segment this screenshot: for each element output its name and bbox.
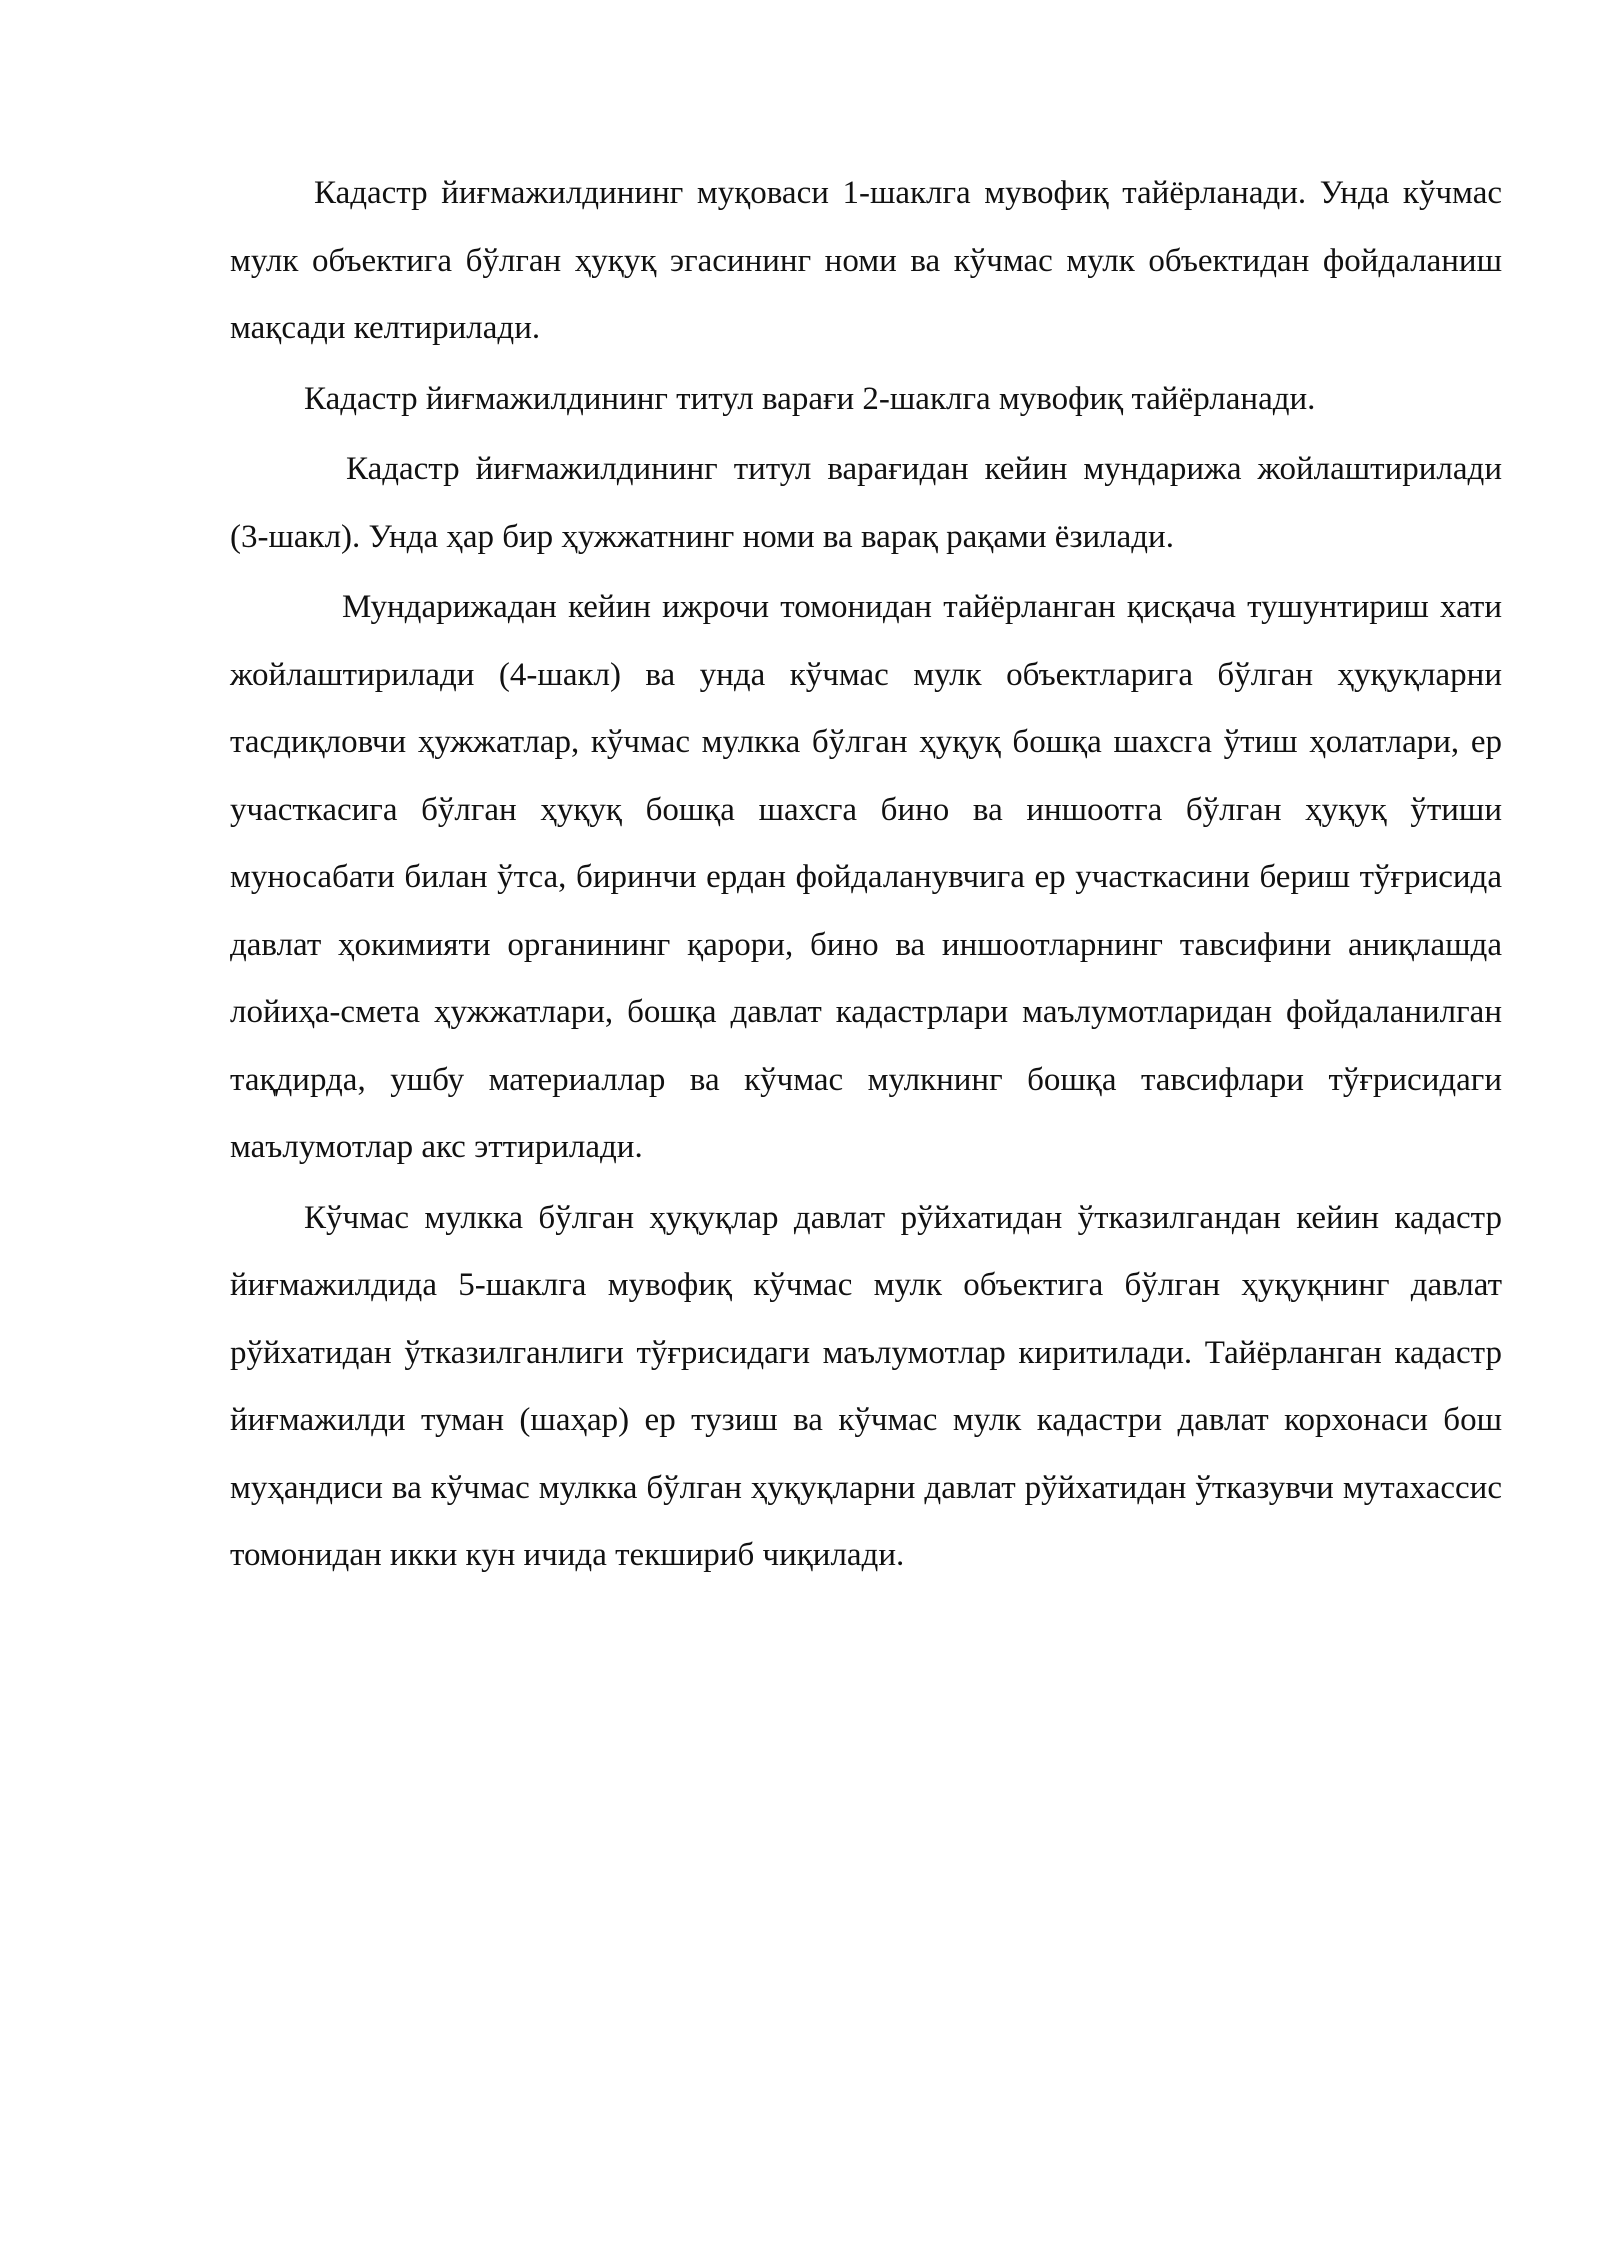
paragraph-registration: Кўчмас мулкка бўлган ҳуқуқлар давлат рўйхатидан ўтказилгандан кейин кадастр йиғмажилдида 5-шаклга мувофиқ кўчмас мулк объектига бўлган ҳуқуқнинг давлат рўйхатидан ўтказилганлиги тўғрисидаги маълумотлар киритилади. Тайёрланган кадастр йиғмажилди туман (шаҳар) ер тузиш ва кўчмас мулк кадастри давлат корхонаси бош муҳандиси ва кўчмас мулкка бўлган ҳуқуқларни давлат рўйхатидан ўтказувчи мутахассис томонидан икки кун ичида текшириб чиқилади. [230,1199,1502,1573]
document-body [230,160,1502,1590]
paragraph-title-sheet: Кадастр йиғмажилдининг титул варағи 2-шаклга мувофиқ тайёрланади. [304,380,1316,417]
paragraph-explanatory-note: Мундарижадан кейин ижрочи томонидан тайёрланган қисқача тушунтириш хати жойлаштирилади (4-шакл) ва унда кўчмас мулк объектларига бўлган ҳуқуқларни тасдиқловчи ҳужжатлар, кўчмас мулкка бўлган ҳуқуқ бошқа шахсга ўтиш ҳолатлари, ер участкасига бўлган ҳуқуқ бошқа шахсга бино ва иншоотга бўлган ҳуқуқ ўтиши муносабати билан ўтса, биринчи ердан фойдаланувчига ер участкасини бериш тўғрисида давлат ҳокимияти органининг қарори, бино ва иншоотларнинг тавсифини аниқлашда лойиҳа-смета ҳужжатлари, бошқа давлат кадастрлари маълумотларидан фойдаланилган тақдирда, ушбу материаллар ва кўчмас мулкнинг бошқа тавсифлари тўғрисидаги маълумотлар акс эттирилади. [230,589,1502,1165]
paragraph-contents: Кадастр йиғмажилдининг титул варағидан кейин мундарижа жойлаштирилади (3-шакл). Унда ҳар бир ҳужжатнинг номи ва варақ рақами ёзилади. [230,451,1502,555]
paragraph-cover: Кадастр йиғмажилдининг муқоваси 1-шаклга мувофиқ тайёрланади. Унда кўчмас мулк объектига бўлган ҳуқуқ эгасининг номи ва кўчмас мулк объектидан фойдаланиш мақсади келтирилади. [230,175,1502,346]
